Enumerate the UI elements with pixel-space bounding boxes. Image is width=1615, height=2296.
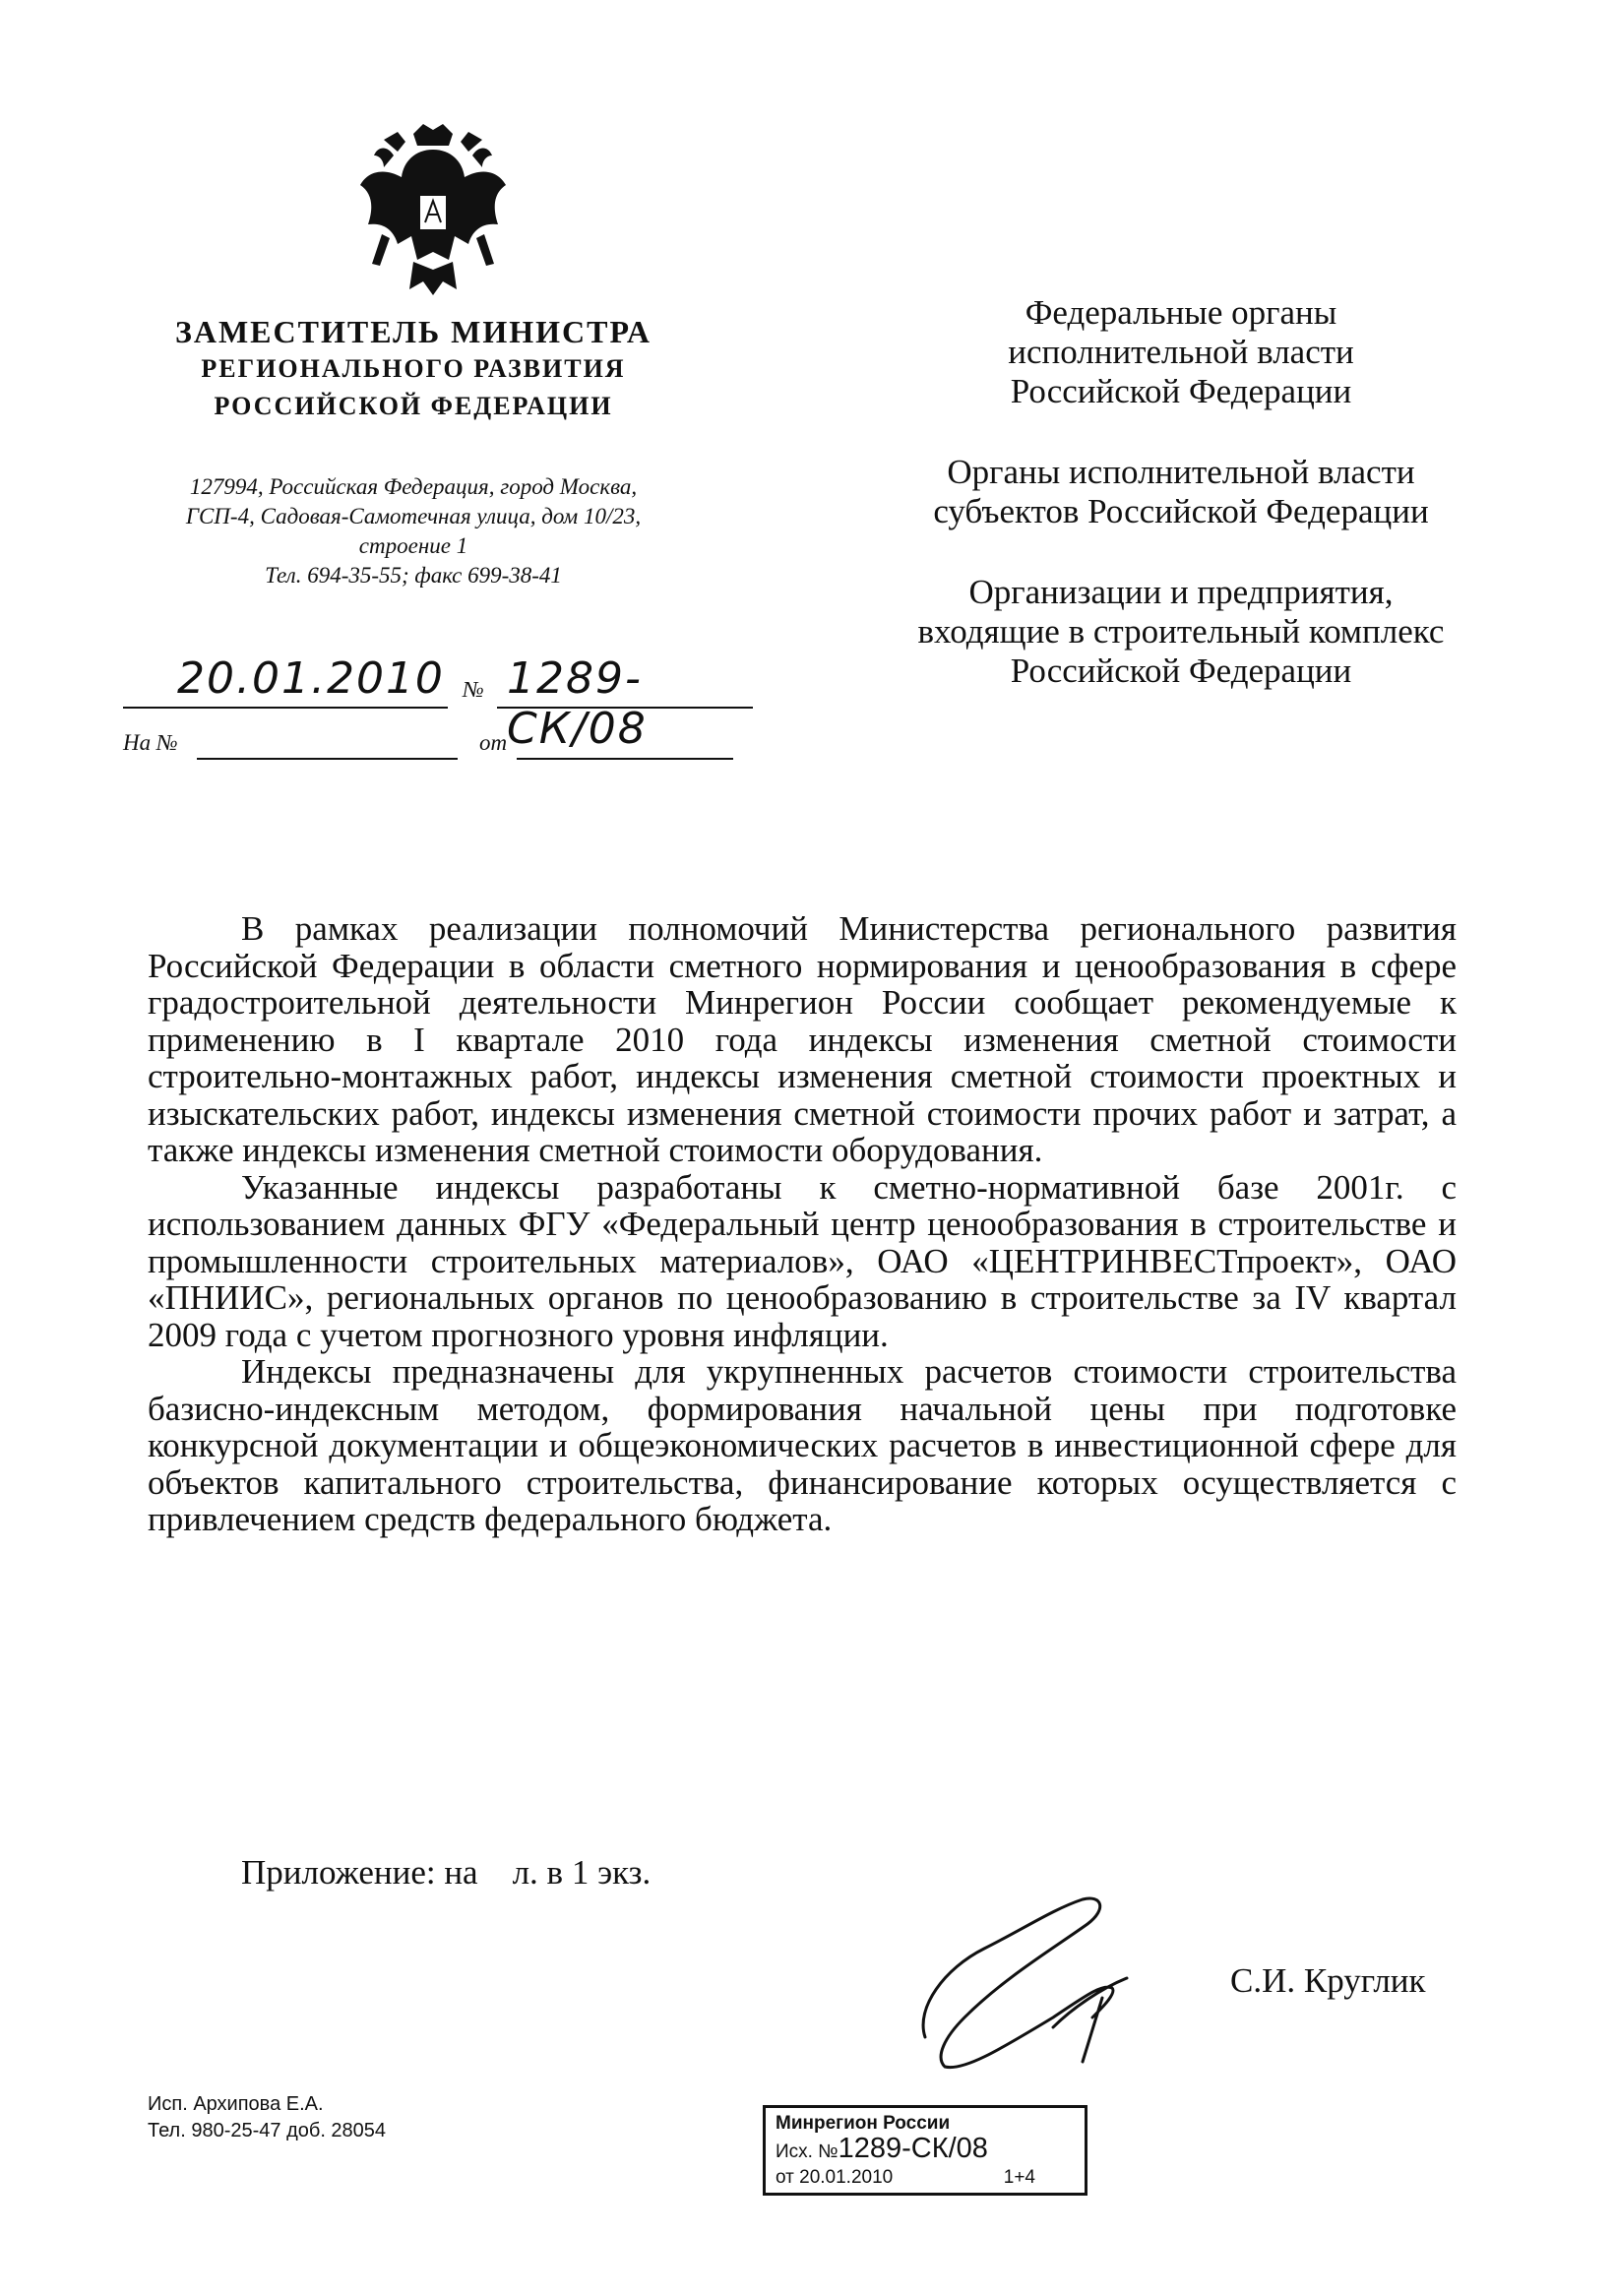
- recipient-1: [846, 293, 1516, 411]
- reply-label: На №: [123, 730, 178, 755]
- coat-of-arms-emblem: [354, 116, 512, 303]
- sender-title-line3: РОССИЙСКОЙ ФЕДЕРАЦИИ: [214, 392, 613, 420]
- executor-line2: Тел. 980-25-47 доб. 28054: [148, 2120, 387, 2141]
- address-line4: Тел. 694-35-55; факс 699-38-41: [265, 563, 562, 588]
- stamp-sheets: 1+4: [1003, 2167, 1035, 2188]
- appendix-note: Приложение: на л. в 1 экз.: [241, 1853, 652, 1892]
- stamp-org: Минрегион России: [776, 2113, 951, 2134]
- recipient-3-line3: Российской Федерации: [1010, 652, 1352, 690]
- stamp-out-value: 1289-СК/08: [838, 2133, 988, 2164]
- recipient-3-line2: входящие в строительный комплекс: [917, 612, 1445, 651]
- body-paragraph-1: В рамках реализации полномочий Министерства регионального развития Российской Федерации в области сметного нормирования и ценообразования в сфере градостроительной деятельности Минрегион России сообщает рекомендуемые к применению в I квартале 2010 года индексы изменения сметной стоимости строительно-монтажных работ, индексы изменения сметной стоимости проектных и изыскательских работ, индексы изменения сметной стоимости прочих работ и затрат, а также индексы изменения сметной стоимости оборудования.: [148, 909, 1457, 1169]
- body-paragraph-2: Указанные индексы разработаны к сметно-нормативной базе 2001г. с использованием данных ФГУ «Федеральный центр ценообразования в строительстве и промышленности строительных материалов», ОАО «ЦЕНТРИНВЕСТпроект», ОАО «ПНИИС», региональных органов по ценообразованию в строительстве за IV квартал 2009 года с учетом прогнозного уровня инфляции.: [148, 1167, 1457, 1354]
- recipient-2-line2: субъектов Российской Федерации: [933, 492, 1429, 530]
- body-paragraph-3: Индексы предназначены для укрупненных расчетов стоимости строительства базисно-индексным методом, формирования начальной цены при подготовке конкурсной документации и общеэкономических расчетов в инвестиционной сфере для объектов капитального строительства, финансирование которых осуществляется с привлечением средств федерального бюджета.: [148, 1352, 1457, 1538]
- executor-line1: Исп. Архипова Е.А.: [148, 2093, 324, 2115]
- sender-title-line2: РЕГИОНАЛЬНОГО РАЗВИТИЯ: [201, 354, 626, 383]
- reply-reference: [123, 728, 753, 768]
- sender-title: [118, 313, 709, 425]
- stamp-out-label: Исх. №: [776, 2141, 839, 2162]
- recipient-3-line1: Организации и предприятия,: [968, 573, 1394, 611]
- recipient-3: [846, 573, 1516, 691]
- recipient-2: [846, 453, 1516, 531]
- handwritten-number: 1289-СК/08: [507, 653, 648, 754]
- number-label: №: [463, 677, 484, 702]
- handwritten-date: 20.01.2010: [177, 653, 445, 704]
- recipient-1-line1: Федеральные органы: [1025, 293, 1337, 332]
- executor-info: [148, 2091, 386, 2144]
- sender-title-line1: ЗАМЕСТИТЕЛЬ МИНИСТРА: [174, 314, 652, 349]
- stamp-date-row: [776, 2167, 1075, 2189]
- address-line3: строение 1: [358, 533, 468, 558]
- recipients-block: [846, 293, 1516, 732]
- signer-name: С.И. Круглик: [1230, 1961, 1426, 2000]
- registration-stamp: [763, 2105, 1087, 2196]
- recipient-1-line2: исполнительной власти: [1008, 333, 1354, 371]
- handwritten-signature: [905, 1890, 1161, 2096]
- stamp-out-number: [776, 2134, 1075, 2167]
- recipient-2-line1: Органы исполнительной власти: [947, 453, 1415, 491]
- stamp-date: от 20.01.2010: [776, 2167, 894, 2188]
- from-label: от: [479, 730, 508, 755]
- recipient-1-line3: Российской Федерации: [1010, 372, 1352, 410]
- address-line2: ГСП-4, Садовая-Самотечная улица, дом 10/23,: [185, 504, 642, 528]
- letter-body: [148, 910, 1457, 1538]
- sender-address: [118, 472, 709, 590]
- address-line1: 127994, Российская Федерация, город Москва,: [189, 474, 638, 499]
